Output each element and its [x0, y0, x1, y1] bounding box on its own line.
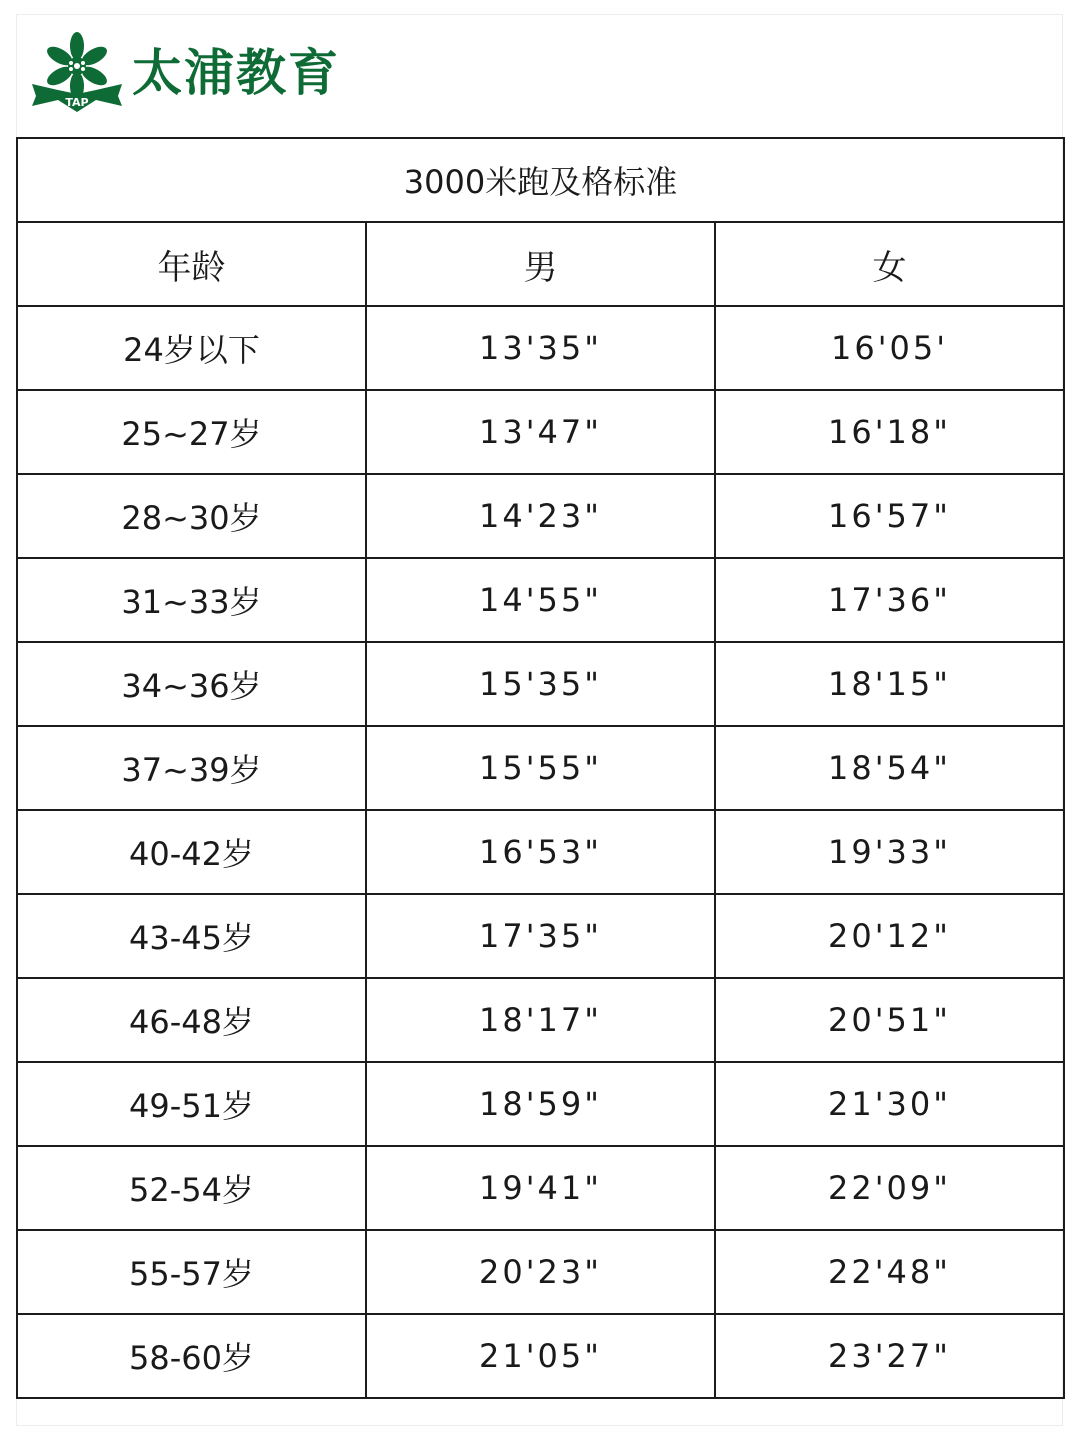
emblem-text: TAP [65, 96, 89, 109]
male-time-cell: 13'35" [366, 306, 715, 390]
table-row [17, 1230, 1064, 1314]
table-row [17, 1146, 1064, 1230]
age-cell: 43-45岁 [17, 894, 366, 978]
female-time-cell: 23'27" [715, 1314, 1064, 1398]
female-time-cell: 19'33" [715, 810, 1064, 894]
table-row [17, 810, 1064, 894]
male-time-cell: 15'55" [366, 726, 715, 810]
male-time-cell: 14'23" [366, 474, 715, 558]
female-time-cell: 21'30" [715, 1062, 1064, 1146]
age-cell: 34~36岁 [17, 642, 366, 726]
table-row [17, 558, 1064, 642]
age-cell: 52-54岁 [17, 1146, 366, 1230]
age-cell: 40-42岁 [17, 810, 366, 894]
age-cell: 24岁以下 [17, 306, 366, 390]
table-title: 3000米跑及格标准 [17, 138, 1064, 222]
female-time-cell: 22'48" [715, 1230, 1064, 1314]
female-time-cell: 22'09" [715, 1146, 1064, 1230]
table-row [17, 726, 1064, 810]
male-time-cell: 18'17" [366, 978, 715, 1062]
table-row [17, 306, 1064, 390]
age-cell: 55-57岁 [17, 1230, 366, 1314]
male-time-cell: 20'23" [366, 1230, 715, 1314]
age-cell: 25~27岁 [17, 390, 366, 474]
female-time-cell: 20'51" [715, 978, 1064, 1062]
male-time-cell: 14'55" [366, 558, 715, 642]
female-time-cell: 16'57" [715, 474, 1064, 558]
title-row [17, 138, 1064, 222]
male-time-cell: 21'05" [366, 1314, 715, 1398]
age-cell: 37~39岁 [17, 726, 366, 810]
female-time-cell: 16'18" [715, 390, 1064, 474]
female-time-cell: 16'05' [715, 306, 1064, 390]
header-age: 年龄 [17, 222, 366, 306]
female-time-cell: 20'12" [715, 894, 1064, 978]
header-female: 女 [715, 222, 1064, 306]
male-time-cell: 17'35" [366, 894, 715, 978]
age-cell: 31~33岁 [17, 558, 366, 642]
table-row [17, 474, 1064, 558]
header-row [17, 222, 1064, 306]
table-row [17, 978, 1064, 1062]
table-row [17, 894, 1064, 978]
male-time-cell: 18'59" [366, 1062, 715, 1146]
table-row [17, 642, 1064, 726]
brand-name: 太浦教育 [132, 44, 340, 102]
flower-emblem-icon [28, 30, 126, 116]
table-row [17, 1062, 1064, 1146]
passing-standard-table [16, 137, 1065, 1399]
male-time-cell: 16'53" [366, 810, 715, 894]
female-time-cell: 17'36" [715, 558, 1064, 642]
male-time-cell: 19'41" [366, 1146, 715, 1230]
male-time-cell: 13'47" [366, 390, 715, 474]
female-time-cell: 18'54" [715, 726, 1064, 810]
age-cell: 28~30岁 [17, 474, 366, 558]
table-row [17, 390, 1064, 474]
age-cell: 49-51岁 [17, 1062, 366, 1146]
female-time-cell: 18'15" [715, 642, 1064, 726]
male-time-cell: 15'35" [366, 642, 715, 726]
header-male: 男 [366, 222, 715, 306]
age-cell: 46-48岁 [17, 978, 366, 1062]
age-cell: 58-60岁 [17, 1314, 366, 1398]
brand-logo [28, 30, 340, 116]
table-row [17, 1314, 1064, 1398]
